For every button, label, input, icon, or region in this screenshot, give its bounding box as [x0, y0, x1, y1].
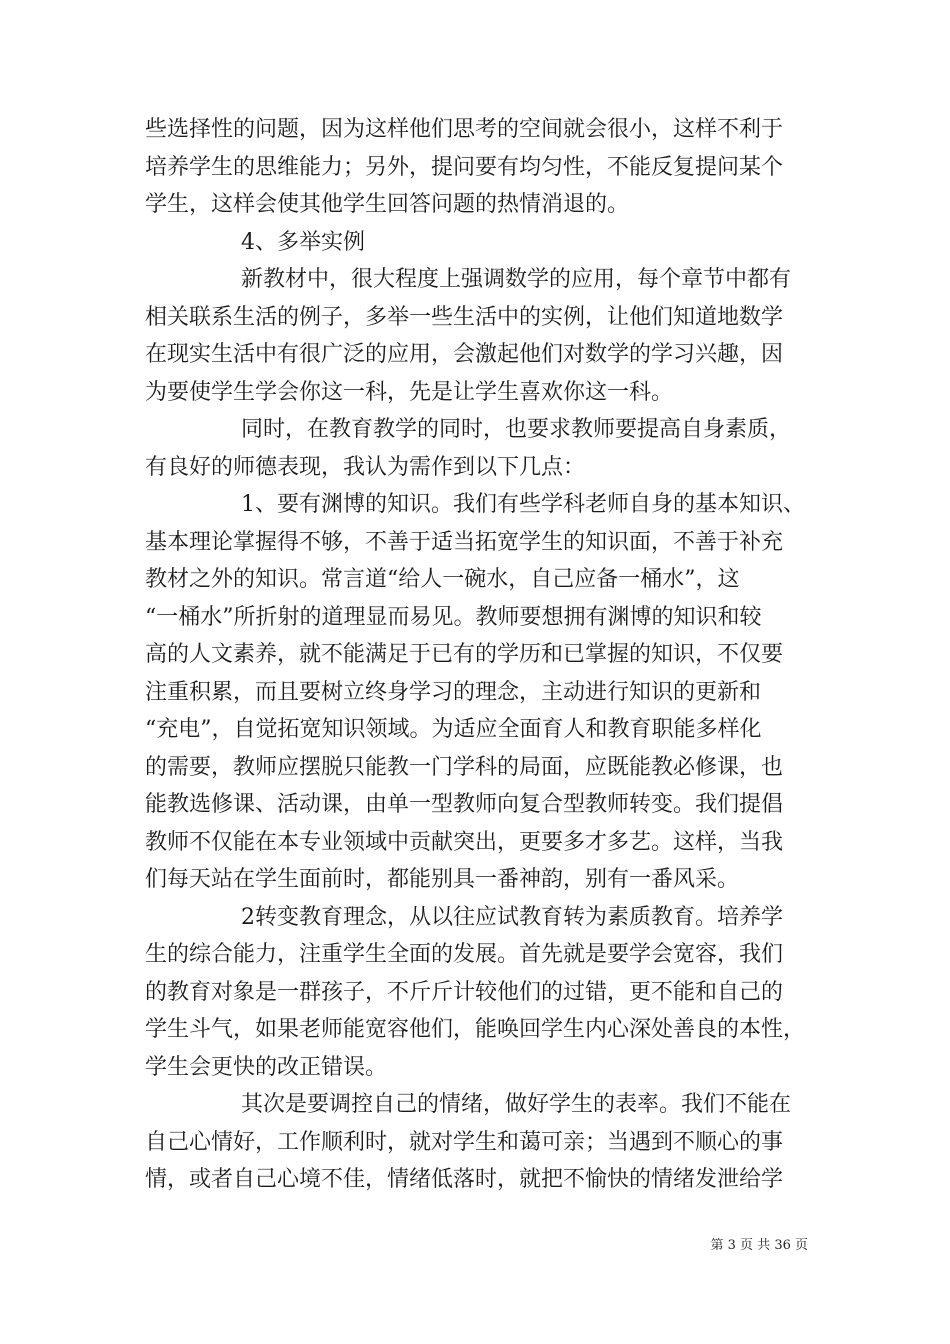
- text-line: 些选择性的问题，因为这样他们思考的空间就会很小，这样不利于: [145, 117, 784, 142]
- text-line: 教材之外的知识。常言道“给人一碗水，自己应备一桶水”，这: [145, 567, 740, 592]
- text-line: 的需要，教师应摆脱只能教一门学科的局面，应既能教必修课，也: [145, 754, 784, 780]
- text-line: 新教材中，很大程度上强调数学的应用，每个章节中都有: [241, 267, 792, 292]
- text-line: 生的综合能力，注重学生全面的发展。首先就是要学会宽容，我们: [145, 942, 784, 967]
- text-line: 高的人文素养，就不能满足于已有的学历和已掌握的知识，不仅要: [145, 642, 784, 667]
- text-line: 相关联系生活的例子，多举一些生活中的实例，让他们知道地数学: [145, 304, 784, 330]
- text-line: 有良好的师德表现，我认为需作到以下几点：: [145, 454, 586, 480]
- text-line: “充电”，自觉拓宽知识领域。为适应全面育人和教育职能多样化: [145, 717, 762, 742]
- text-line: 学生斗气，如果老师能宽容他们，能唤回学生内心深处善良的本性，: [145, 1017, 806, 1042]
- text-line: 情，或者自己心境不佳，情绪低落时，就把不愉快的情绪发泄给学: [145, 1167, 784, 1192]
- text-line: 自己心情好，工作顺利时，就对学生和蔼可亲；当遇到不顺心的事: [145, 1129, 784, 1155]
- text-line: 同时，在教育教学的同时，也要求教师要提高自身素质，: [241, 417, 792, 442]
- text-line: 为要使学生学会你这一科，先是让学生喜欢你这一科。: [145, 379, 674, 405]
- text-line: 注重积累，而且要树立终身学习的理念，主动进行知识的更新和: [145, 679, 762, 705]
- text-line: 教师不仅能在本专业领域中贡献突出，更要多才多艺。这样，当我: [145, 829, 784, 855]
- text-line: 4、多举实例: [241, 229, 365, 255]
- text-line: 学生，这样会使其他学生回答问题的热情消退的。: [145, 192, 630, 217]
- text-line: 的教育对象是一群孩子，不斤斤计较他们的过错，更不能和自己的: [145, 979, 784, 1005]
- text-line: “一桶水”所折射的道理显而易见。教师要想拥有渊博的知识和较: [145, 604, 762, 630]
- text-line: 其次是要调控自己的情绪，做好学生的表率。我们不能在: [241, 1092, 792, 1117]
- text-line: 学生会更快的改正错误。: [145, 1054, 388, 1080]
- text-line: 在现实生活中有很广泛的应用，会激起他们对数学的学习兴趣，因: [145, 342, 784, 367]
- text-line: 能教选修课、活动课，由单一型教师向复合型教师转变。我们提倡: [145, 792, 784, 817]
- text-line: 2转变教育理念，从以往应试教育转为素质教育。培养学: [241, 904, 783, 930]
- text-line: 们每天站在学生面前时，都能别具一番神韵，别有一番风采。: [145, 867, 740, 892]
- page-number: 第 3 页 共 36 页: [710, 1238, 808, 1253]
- body-text: [145, 111, 810, 1199]
- text-line: 基本理论掌握得不够，不善于适当拓宽学生的知识面，不善于补充: [145, 529, 784, 555]
- text-line: 1、要有渊博的知识。我们有些学科老师自身的基本知识、: [241, 492, 805, 517]
- text-line: 培养学生的思维能力；另外，提问要有均匀性，不能反复提问某个: [145, 154, 784, 180]
